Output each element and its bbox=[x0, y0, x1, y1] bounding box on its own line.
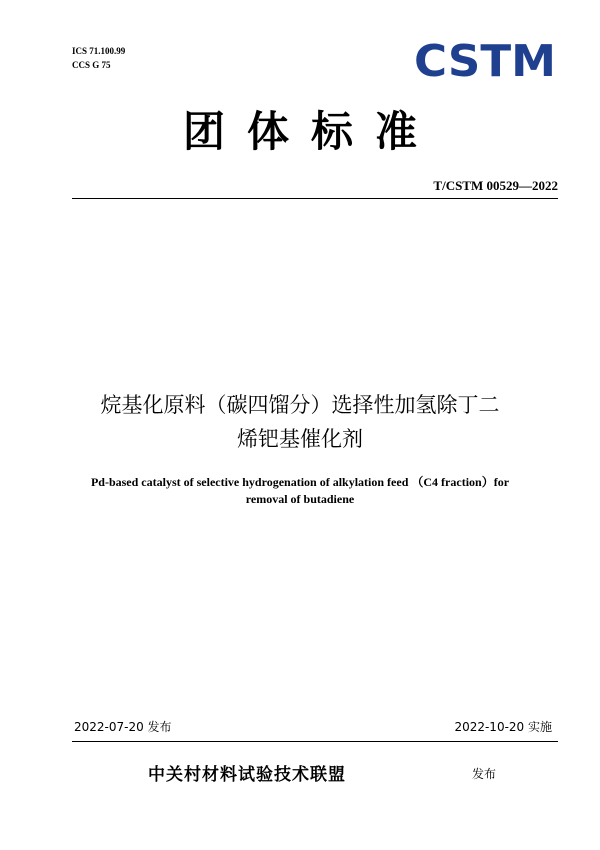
classification-codes bbox=[72, 44, 125, 72]
english-title bbox=[50, 474, 550, 508]
publish-date: 2022-07-20 发布 bbox=[74, 720, 172, 734]
standard-number: T/CSTM 00529—2022 bbox=[433, 178, 558, 193]
cstm-logo bbox=[414, 40, 556, 80]
ics-code: ICS 71.100.99 bbox=[72, 46, 126, 56]
bottom-divider bbox=[72, 741, 558, 742]
chinese-title-line-1: 烷基化原料（碳四馏分）选择性加氢除丁二 bbox=[100, 393, 500, 417]
ccs-code: CCS G 75 bbox=[72, 60, 111, 70]
english-title-line-2: removal of butadiene bbox=[245, 492, 355, 506]
publisher-name: 中关村材料试验技术联盟 bbox=[148, 765, 346, 785]
chinese-title bbox=[40, 388, 560, 456]
document-type-heading: 团体标准 bbox=[182, 107, 439, 156]
top-divider bbox=[72, 198, 558, 199]
implementation-date: 2022-10-20 实施 bbox=[454, 720, 552, 734]
english-title-line-1: Pd-based catalyst of selective hydrogenation of alkylation feed （C4 fraction）for bbox=[90, 475, 510, 489]
chinese-title-line-2: 烯钯基催化剂 bbox=[237, 427, 363, 451]
publish-label: 发布 bbox=[472, 767, 497, 781]
cstm-logo-text: CSTM bbox=[414, 40, 556, 80]
